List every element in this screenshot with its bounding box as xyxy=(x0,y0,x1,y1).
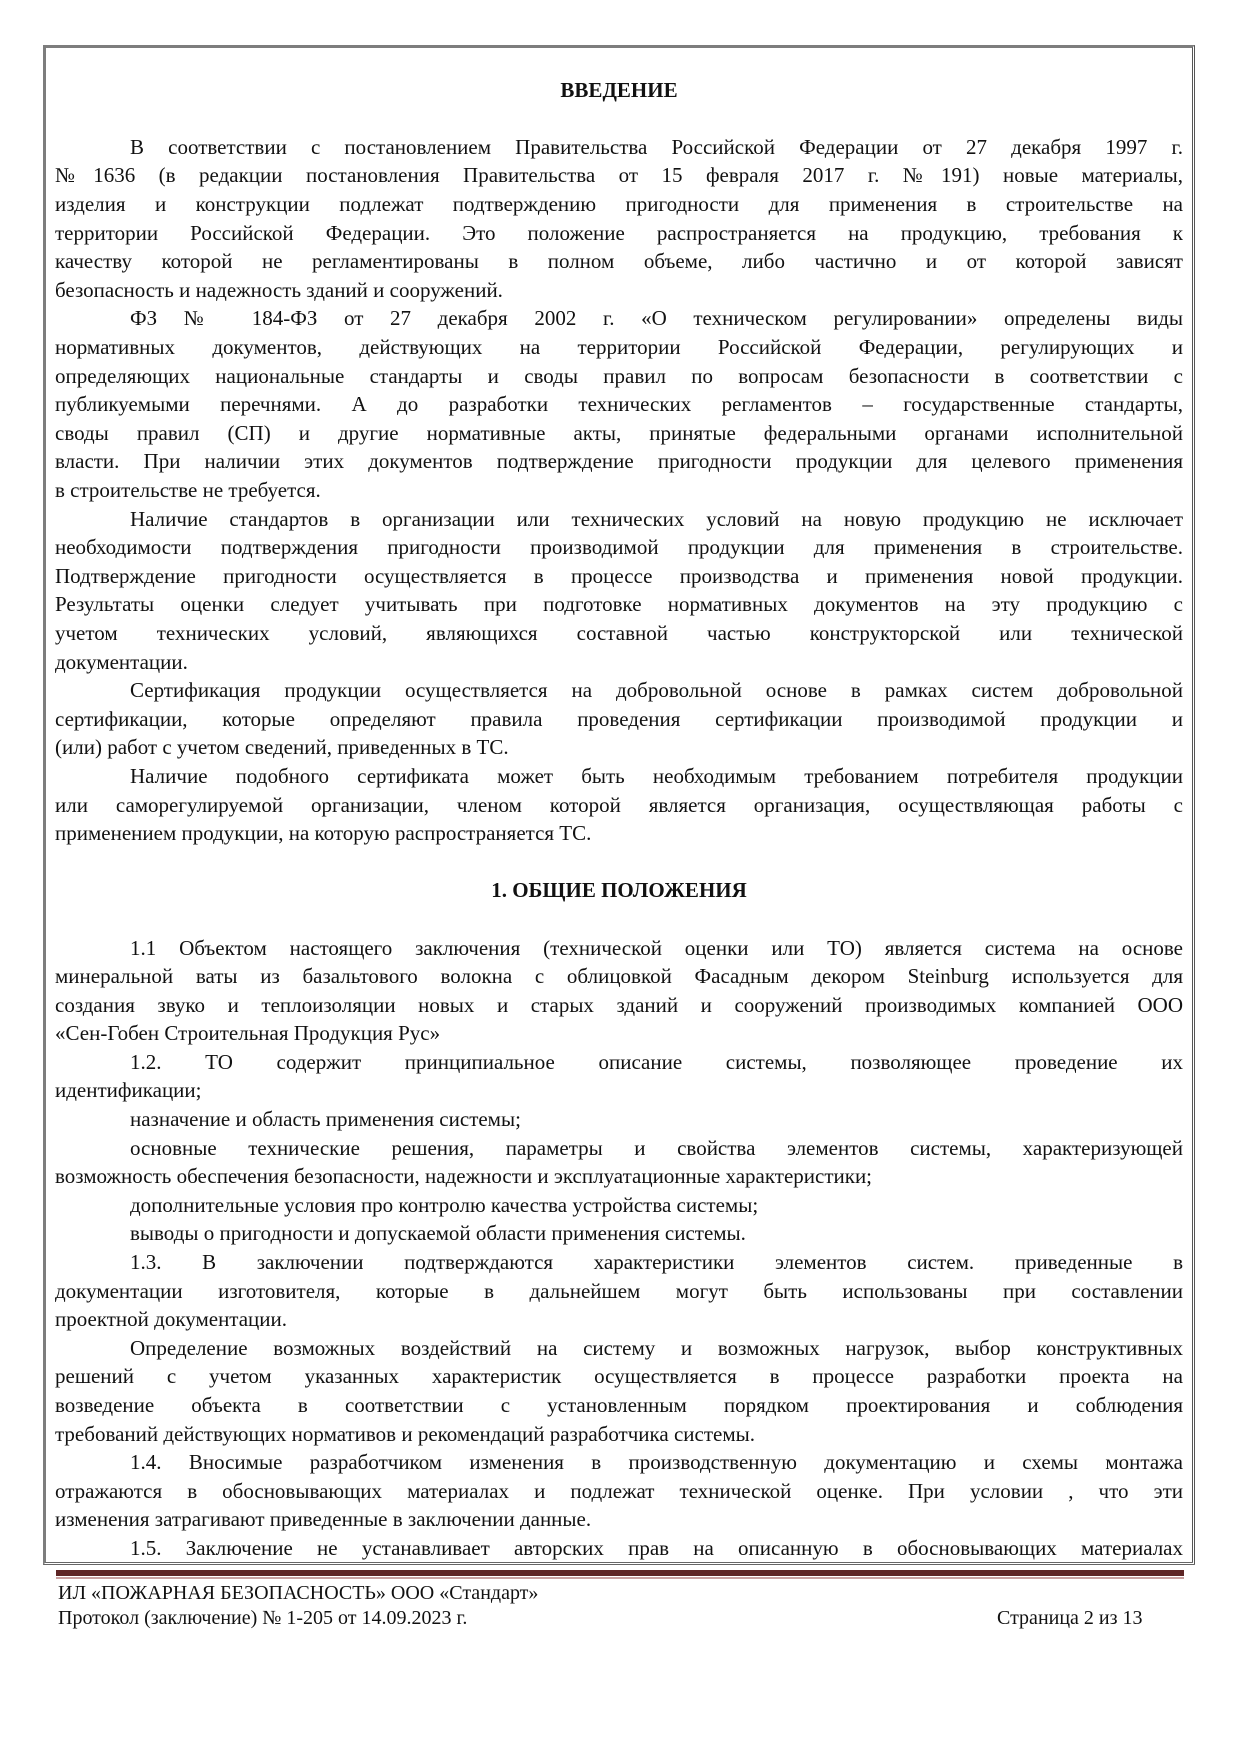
text-line: нормативных документов, действующих на территории Российской Федерации, регулирующих и xyxy=(55,335,1183,360)
text-line: определяющих национальные стандарты и своды правил по вопросам безопасности в соответствии с xyxy=(55,363,1183,388)
text-line: возведение объекта в соответствии с установленным порядком проектирования и соблюдения xyxy=(55,1393,1183,1417)
paragraph xyxy=(55,762,1183,848)
text-line: Сертификация продукции осуществляется на добровольной основе в рамках систем добровольной xyxy=(130,678,1183,703)
blank-line xyxy=(55,848,1183,877)
text-line: 1.4. Вносимые разработчиком изменения в производственную документацию и схемы монтажа xyxy=(130,1450,1183,1475)
footer-divider-thin xyxy=(56,1577,1184,1579)
paragraph xyxy=(55,1219,1183,1248)
paragraph xyxy=(55,1534,1183,1563)
paragraph xyxy=(55,1105,1183,1134)
paragraph xyxy=(55,1134,1183,1191)
text-line: основные технические решения, параметры и свойства элементов системы, характеризующей xyxy=(130,1135,1183,1160)
text-line: Наличие подобного сертификата может быть необходимым требованием потребителя продукции xyxy=(130,763,1183,788)
text-line: Определение возможных воздействий на систему и возможных нагрузок, выбор конструктивных xyxy=(130,1335,1183,1360)
text-line: идентификации; xyxy=(55,1078,202,1103)
text-line: требований действующих нормативов и рекомендаций разработчика системы. xyxy=(55,1421,756,1446)
text-line: минеральной ваты из базальтового волокна с облицовкой Фасадным декором Steinburg используется для xyxy=(55,964,1183,989)
text-line: 1.3. В заключении подтверждаются характеристики элементов систем. приведенные в xyxy=(130,1250,1183,1275)
text-line: 1.5. Заключение не устанавливает авторских прав на описанную в обосновывающих материалах xyxy=(130,1535,1183,1560)
paragraph xyxy=(55,1248,1183,1334)
text-line: сертификации, которые определяют правила проведения сертификации производимой продукции и xyxy=(55,706,1183,731)
text-line: Подтверждение пригодности осуществляется в процессе производства и применения новой продукции. xyxy=(55,563,1183,588)
paragraph xyxy=(55,1334,1183,1448)
text-line: безопасность и надежность зданий и сооружений. xyxy=(55,277,503,302)
footer-page-number: Страница 2 из 13 xyxy=(997,1607,1143,1629)
text-line: или саморегулируемой организации, членом которой является организация, осуществляющая работы с xyxy=(55,792,1183,817)
text-line: власти. При наличии этих документов подтверждение пригодности продукции для целевого применения xyxy=(55,449,1183,474)
text-line: учетом технических условий, являющихся составной частью конструкторской или технической xyxy=(55,620,1183,645)
text-line: (или) работ с учетом сведений, приведенных в ТС. xyxy=(55,735,509,760)
text-line: 1.1 Объектом настоящего заключения (технической оценки или ТО) является система на основе xyxy=(130,935,1183,960)
section-heading: ВВЕДЕНИЕ xyxy=(560,77,678,102)
text-line: назначение и область применения системы; xyxy=(130,1107,521,1132)
paragraph xyxy=(55,505,1183,677)
text-line: изделия и конструкции подлежат подтверждению пригодности для применения в строительстве на xyxy=(55,192,1183,217)
section-heading: 1. ОБЩИЕ ПОЛОЖЕНИЯ xyxy=(491,878,747,903)
paragraph xyxy=(55,1448,1183,1534)
text-line: документации изготовителя, которые в дальнейшем могут быть использованы при составлении xyxy=(55,1278,1183,1303)
text-line: изменения затрагивают приведенные в заключении данные. xyxy=(55,1507,592,1532)
text-line: применением продукции, на которую распространяется ТС. xyxy=(55,821,592,846)
footer-protocol: Протокол (заключение) № 1-205 от 14.09.2023 г. xyxy=(58,1607,468,1629)
text-line: выводы о пригодности и допускаемой области применения системы. xyxy=(130,1221,746,1246)
footer-organization: ИЛ «ПОЖАРНАЯ БЕЗОПАСНОСТЬ» ООО «Стандарт» xyxy=(58,1582,539,1604)
text-line: В соответствии с постановлением Правительства Российской Федерации от 27 декабря 1997 г. xyxy=(130,134,1183,159)
text-line: территории Российской Федерации. Это положение распространяется на продукцию, требования к xyxy=(55,220,1183,245)
paragraph xyxy=(55,304,1183,504)
text-line: №1636 (в редакции постановления Правительства от 15 февраля 2017 г. №191) новые материалы, xyxy=(55,163,1183,188)
paragraph xyxy=(55,1191,1183,1220)
blank-line xyxy=(55,104,1183,133)
paragraph xyxy=(55,934,1183,1048)
paragraph xyxy=(55,1048,1183,1105)
text-line: решений с учетом указанных характеристик осуществляется в процессе разработки проекта на xyxy=(55,1364,1183,1389)
text-line: качеству которой не регламентированы в полном объеме, либо частично и от которой зависят xyxy=(55,249,1183,274)
text-line: отражаются в обосновывающих материалах и подлежат технической оценке. При условии , что эти xyxy=(55,1478,1183,1503)
text-line: «Сен-Гобен Строительная Продукция Рус» xyxy=(55,1021,441,1046)
paragraph xyxy=(55,676,1183,762)
paragraph xyxy=(55,133,1183,305)
blank-line xyxy=(55,905,1183,934)
text-line: своды правил (СП) и другие нормативные акты, принятые федеральными органами исполнительной xyxy=(55,420,1183,445)
text-line: ФЗ № 184-ФЗ от 27 декабря 2002 г. «О техническом регулировании» определены виды xyxy=(130,306,1183,331)
document-body xyxy=(55,76,1183,1563)
footer-divider xyxy=(56,1570,1184,1576)
text-line: Результаты оценки следует учитывать при подготовке нормативных документов на эту продукцию с xyxy=(55,592,1183,617)
text-line: 1.2. ТО содержит принципиальное описание системы, позволяющее проведение их xyxy=(130,1049,1183,1074)
text-line: публикуемыми перечнями. А до разработки технических регламентов – государственные стандарты, xyxy=(55,392,1183,417)
text-line: Наличие стандартов в организации или технических условий на новую продукцию не исключает xyxy=(130,506,1183,531)
text-line: проектной документации. xyxy=(55,1307,288,1332)
text-line: возможность обеспечения безопасности, надежности и эксплуатационные характеристики; xyxy=(55,1164,873,1189)
text-line: создания звуко и теплоизоляции новых и старых зданий и сооружений производимых компанией ООО xyxy=(55,992,1183,1017)
text-line: в строительстве не требуется. xyxy=(55,478,321,502)
text-line: необходимости подтверждения пригодности производимой продукции для применения в строительстве. xyxy=(55,535,1183,560)
text-line: документации. xyxy=(55,649,188,674)
text-line: дополнительные условия про контролю качества устройства системы; xyxy=(130,1192,759,1217)
